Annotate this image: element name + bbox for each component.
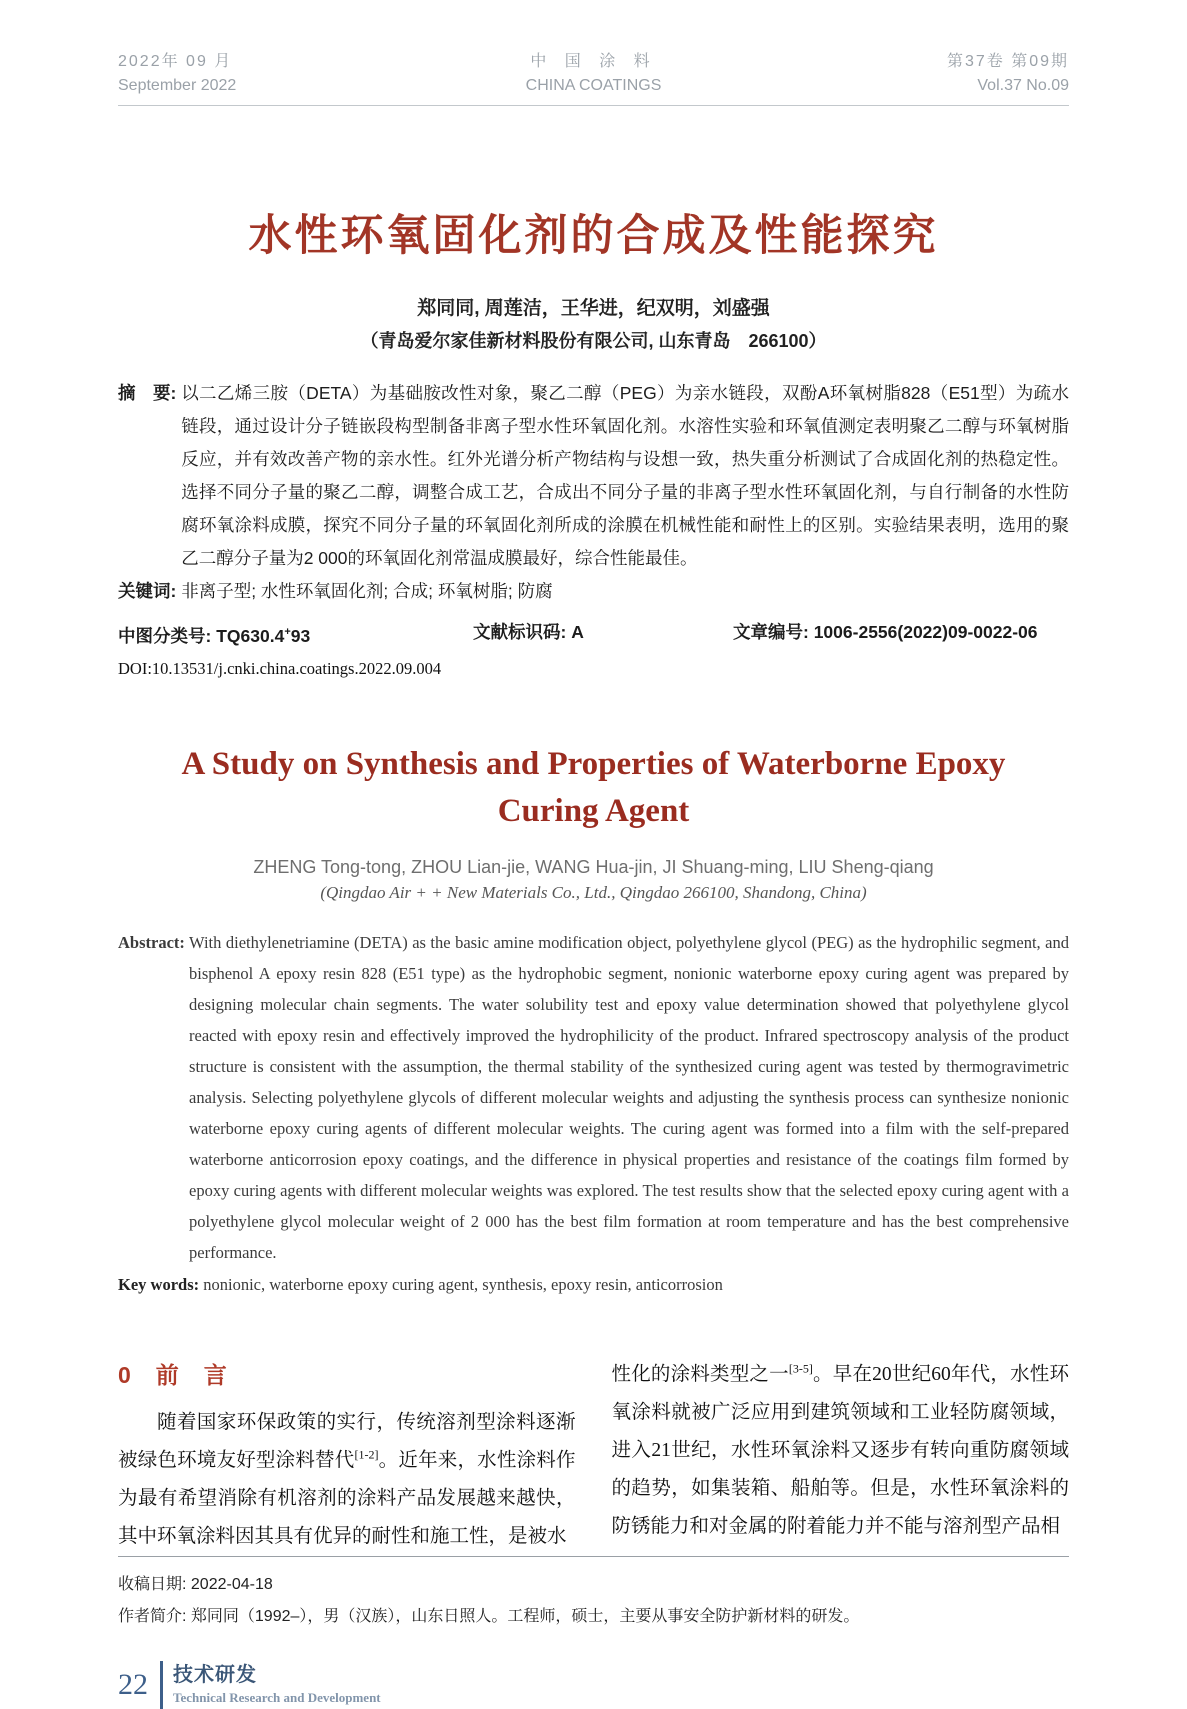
article-id — [733, 617, 1069, 651]
intro-left-text-2: 。近年来，水性涂料作为最有希望消除有机溶剂的涂料产品发展越来越快，其中环氧涂料因其具有优异的耐性和施工性，是被水 — [118, 1449, 576, 1547]
page-footer — [118, 1661, 1069, 1709]
keywords-zh-label: 关键词: — [118, 581, 182, 601]
intro-left-text-1: 随着国家环保政策的实行，传统溶剂型涂料逐渐被绿色环境友好型涂料替代 — [118, 1411, 576, 1471]
citation-ref-1-2: [1-2] — [354, 1447, 379, 1462]
page-bottom — [118, 1556, 1069, 1709]
article-title-en-line2: Curing Agent — [497, 792, 690, 829]
journal-name-zh: 中 国 涂 料 — [530, 53, 657, 70]
document-code — [473, 617, 733, 651]
footer-section-zh: 技术研发 — [173, 1663, 257, 1686]
affiliation-zh: （青岛爱尔家佳新材料股份有限公司, 山东青岛 266100） — [360, 331, 827, 351]
received-date-value: 2022-04-18 — [190, 1575, 273, 1593]
article-id-label: 文章编号: — [733, 622, 814, 642]
header-divider — [118, 105, 1069, 106]
footer-section — [173, 1662, 381, 1708]
authors-en: ZHENG Tong-tong, ZHOU Lian-jie, WANG Hua-jin, JI Shuang-ming, LIU Sheng-qiang — [253, 856, 934, 877]
received-date-label: 收稿日期: — [118, 1575, 191, 1593]
header-issue-date — [118, 50, 318, 98]
article-title-en — [118, 741, 1069, 835]
author-bio-line — [118, 1601, 1069, 1633]
intro-right-text-2: 。早在20世纪60年代，水性环氧涂料就被广泛应用到建筑领域和工业轻防腐领域，进入21世纪，水性环氧涂料又逐步有转向重防腐领域的趋势，如集装箱、船舶等。但是，水性环氧涂料的防锈能力和对金属的附着能力并不能与溶剂型产品相 — [611, 1363, 1069, 1537]
authors-zh: 郑同同, 周莲洁，王华进，纪双明，刘盛强 — [417, 298, 770, 319]
section-heading-intro: 0 前 言 — [118, 1361, 228, 1388]
keywords-en-text: nonionic, waterborne epoxy curing agent, synthesis, epoxy resin, anticorrosion — [203, 1274, 723, 1294]
volume-issue-en: Vol.37 No.09 — [977, 77, 1069, 94]
issue-date-zh: 2022年 09 月 — [118, 53, 233, 70]
clc-number — [118, 617, 473, 651]
volume-issue-zh: 第37卷 第09期 — [946, 53, 1069, 70]
document-code-label: 文献标识码: — [473, 622, 572, 642]
clc-superscript: + — [284, 626, 291, 638]
keywords-en — [118, 1269, 1069, 1300]
keywords-zh — [118, 575, 1069, 608]
footnotes — [118, 1569, 1069, 1633]
abstract-zh-label: 摘 要: — [118, 383, 182, 403]
affiliation-en: (Qingdao Air + + New Materials Co., Ltd., Qingdao 266100, Shandong, China) — [320, 882, 867, 902]
journal-name — [494, 50, 694, 98]
header-volume-issue — [869, 50, 1069, 98]
citation-ref-3-5: [3-5] — [788, 1361, 813, 1376]
issue-date-en: September 2022 — [118, 77, 237, 94]
footer-divider-bar — [160, 1661, 163, 1709]
intro-right-text-1: 性化的涂料类型之一 — [611, 1363, 789, 1385]
received-date-line — [118, 1569, 1069, 1601]
journal-header — [118, 50, 1069, 98]
journal-name-en: CHINA COATINGS — [525, 77, 662, 94]
article-id-value: 1006-2556(2022)09-0022-06 — [813, 622, 1038, 642]
abstract-en — [118, 927, 1069, 1268]
clc-tail: 93 — [290, 625, 311, 646]
footnote-divider — [118, 1556, 1069, 1557]
body-column-left — [118, 1356, 576, 1556]
clc-value: TQ630.4 — [216, 625, 285, 646]
keywords-zh-text: 非离子型; 水性环氧固化剂; 合成; 环氧树脂; 防腐 — [181, 581, 553, 601]
keywords-en-label: Key words: — [118, 1274, 204, 1294]
abstract-en-label: Abstract: — [118, 932, 190, 952]
doi: DOI:10.13531/j.cnki.china.coatings.2022.09.004 — [118, 658, 442, 678]
footer-section-en: Technical Research and Development — [173, 1689, 381, 1705]
intro-paragraph-left — [118, 1404, 576, 1556]
abstract-zh — [118, 377, 1069, 575]
author-bio-label: 作者简介: — [118, 1607, 191, 1625]
author-bio-value: 郑同同（1992–），男（汉族），山东日照人。工程师，硕士，主要从事安全防护新材料的研发。 — [190, 1607, 860, 1625]
intro-paragraph-right — [612, 1356, 1070, 1546]
clc-label: 中图分类号: — [118, 625, 217, 646]
document-code-value: A — [571, 622, 584, 642]
classification-row — [118, 617, 1069, 651]
body-column-right — [612, 1356, 1070, 1556]
abstract-zh-text: 以二乙烯三胺（DETA）为基础胺改性对象，聚乙二醇（PEG）为亲水链段，双酚A环氧树脂828（E51型）为疏水链段，通过设计分子链嵌段构型制备非离子型水性环氧固化剂。水溶性实验和环氧值测定表明聚乙二醇与环氧树脂反应，并有效改善产物的亲水性。红外光谱分析产物结构与设想一致，热失重分析测试了合成固化剂的热稳定性。选择不同分子量的聚乙二醇，调整合成工艺，合成出不同分子量的非离子型水性环氧固化剂，与自行制备的水性防腐环氧涂料成膜，探究不同分子量的环氧固化剂所成的涂膜在机械性能和耐性上的区别。实验结果表明，选用的聚乙二醇分子量为2 000的环氧固化剂常温成膜最好，综合性能最佳。 — [181, 383, 1069, 568]
page-number: 22 — [118, 1667, 148, 1701]
article-title-zh: 水性环氧固化剂的合成及性能探究 — [248, 212, 939, 260]
abstract-en-text: With diethylenetriamine (DETA) as the basic amine modification object, polyethylene glycol (PEG) as the hydrophilic segment, and bisphenol A epoxy resin 828 (E51 type) as the hydrophobic segment, nonionic waterborne epoxy curing agent was prepared by designing molecular chain segments. The water solubility test and epoxy value determination showed that polyethylene glycol reacted with epoxy resin and effectively improved the hydrophilicity of the product. Infrared spectroscopy analysis of the product structure is consistent with the assumption, the thermal stability of the synthesized curing agent was tested by thermogravimetric analysis. Selecting polyethylene glycols of different molecular weights and adjusting the synthesis process can synthesize nonionic waterborne epoxy curing agents of different molecular weights. The curing agent was formed into a film with the self-prepared waterborne anticorrosion epoxy coatings, and the difference in physical properties and resistance of the coatings film formed by epoxy curing agents with different molecular weights was explored. The test results show that the selected epoxy curing agent with a polyethylene glycol molecular weight of 2 000 has the best film formation at room temperature and has the best comprehensive performance. — [189, 932, 1069, 1262]
body-columns — [118, 1356, 1069, 1556]
article-title-en-line1: A Study on Synthesis and Properties of Waterborne Epoxy — [181, 745, 1006, 782]
